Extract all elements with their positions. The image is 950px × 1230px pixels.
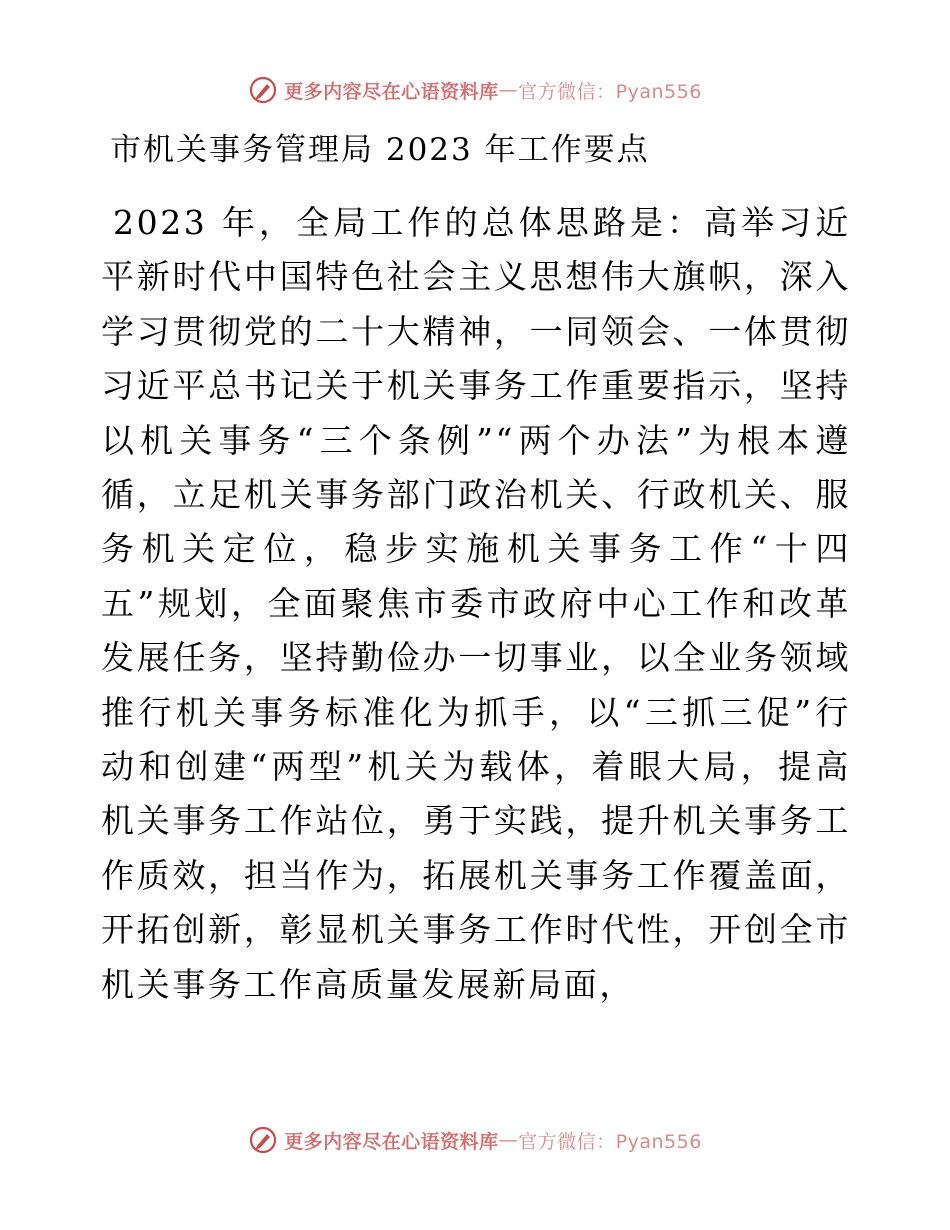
document-body [101,196,851,1012]
watermark-brand: 更多内容尽在心语资料库 [284,1130,499,1153]
footer-watermark [0,1122,950,1158]
pen-nib-icon [248,1125,278,1155]
watermark-separator: — [498,79,519,101]
watermark-separator: — [498,1129,519,1151]
body-paragraph: 2023 年，全局工作的总体思路是：高举习近平新时代中国特色社会主义思想伟大旗帜，深入学习贯彻党的二十大精神，一同领会、一体贯彻习近平总书记关于机关事务工作重要指示，坚持以机关事务“三个条例”“两个办法”为根本遵循，立足机关事务部门政治机关、行政机关、服务机关定位，稳步实施机关事务工作“十四五”规划，全面聚焦市委市政府中心工作和改革发展任务，坚持勤俭办一切事业，以全业务领域推行机关事务标准化为抓手，以“三抓三促”行动和创建“两型”机关为载体，着眼大局，提高机关事务工作站位，勇于实践，提升机关事务工作质效，担当作为，拓展机关事务工作覆盖面，开拓创新，彰显机关事务工作时代性，开创全市机关事务工作高质量发展新局面， [101,203,851,1004]
pen-nib-icon [248,75,278,105]
header-watermark [0,72,950,108]
watermark-contact: 官方微信：Pyan556 [518,80,702,103]
watermark-contact: 官方微信：Pyan556 [518,1130,702,1153]
watermark-brand: 更多内容尽在心语资料库 [284,80,499,103]
document-title: 市机关事务管理局 2023 年工作要点 [110,132,650,168]
